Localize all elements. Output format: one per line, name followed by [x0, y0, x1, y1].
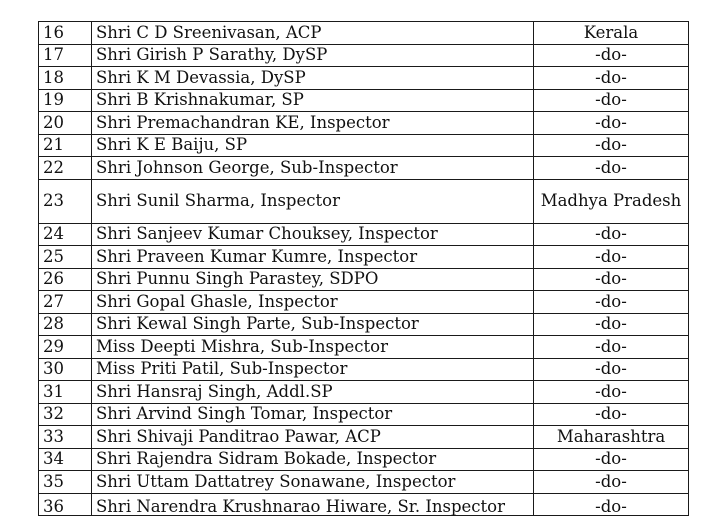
serial-number-cell: [39, 223, 92, 246]
state-cell: [534, 358, 689, 381]
officer-name-text: Shri Shivaji Panditrao Pawar, ACP: [96, 426, 381, 446]
table-row: [39, 44, 689, 67]
officer-name-cell: [92, 223, 534, 246]
serial-number-cell: [39, 134, 92, 157]
officer-name-text: Shri Johnson George, Sub-Inspector: [96, 157, 398, 177]
state-text: -do-: [595, 404, 627, 424]
serial-number-cell: [39, 157, 92, 180]
table-row: [39, 291, 689, 314]
state-cell: [534, 89, 689, 112]
state-cell: [534, 44, 689, 67]
state-text: -do-: [595, 381, 627, 401]
serial-number-cell: [39, 89, 92, 112]
officer-name-cell: [92, 426, 534, 449]
officer-name-text: Shri Gopal Ghasle, Inspector: [96, 291, 338, 311]
officer-name-cell: [92, 179, 534, 223]
serial-number-text: 18: [43, 67, 64, 87]
serial-number-text: 36: [43, 496, 64, 516]
serial-number-cell: [39, 336, 92, 359]
officer-name-text: Shri Kewal Singh Parte, Sub-Inspector: [96, 314, 419, 334]
table-row: [39, 157, 689, 180]
officer-name-cell: [92, 471, 534, 494]
table-row: [39, 134, 689, 157]
serial-number-cell: [39, 291, 92, 314]
table-row: [39, 112, 689, 135]
serial-number-cell: [39, 313, 92, 336]
state-text: -do-: [595, 45, 627, 65]
state-cell: [534, 426, 689, 449]
officer-name-cell: [92, 448, 534, 471]
officer-name-cell: [92, 358, 534, 381]
state-text: -do-: [595, 135, 627, 155]
state-cell: [534, 246, 689, 269]
serial-number-text: 17: [43, 45, 64, 65]
serial-number-cell: [39, 403, 92, 426]
serial-number-text: 22: [43, 157, 64, 177]
state-cell: [534, 67, 689, 90]
state-text: Maharashtra: [556, 426, 666, 446]
serial-number-cell: [39, 67, 92, 90]
officer-name-text: Shri Sanjeev Kumar Chouksey, Inspector: [96, 224, 438, 244]
state-cell: [534, 223, 689, 246]
state-cell: [534, 336, 689, 359]
officer-name-cell: [92, 134, 534, 157]
serial-number-cell: [39, 448, 92, 471]
table-row: [39, 22, 689, 45]
state-text: -do-: [595, 336, 627, 356]
serial-number-cell: [39, 358, 92, 381]
state-text: -do-: [595, 157, 627, 177]
serial-number-text: 20: [43, 112, 64, 132]
state-cell: [534, 22, 689, 45]
serial-number-cell: [39, 112, 92, 135]
officer-name-cell: [92, 112, 534, 135]
serial-number-text: 27: [43, 291, 64, 311]
table-row: [39, 223, 689, 246]
state-cell: [534, 134, 689, 157]
officer-name-cell: [92, 381, 534, 404]
serial-number-text: 23: [43, 191, 64, 210]
serial-number-text: 34: [43, 449, 64, 469]
officer-name-cell: [92, 89, 534, 112]
serial-number-text: 16: [43, 22, 64, 42]
table-row: [39, 246, 689, 269]
state-cell: [534, 268, 689, 291]
officer-name-text: Shri Punnu Singh Parastey, SDPO: [96, 269, 379, 289]
serial-number-text: 31: [43, 381, 64, 401]
state-cell: [534, 112, 689, 135]
serial-number-cell: [39, 426, 92, 449]
serial-number-text: 32: [43, 404, 64, 424]
officer-name-text: Miss Deepti Mishra, Sub-Inspector: [96, 336, 389, 356]
serial-number-cell: [39, 179, 92, 223]
state-cell: [534, 471, 689, 494]
officer-name-text: Shri Sunil Sharma, Inspector: [96, 191, 340, 210]
officer-name-cell: [92, 44, 534, 67]
serial-number-text: 28: [43, 314, 64, 334]
serial-number-cell: [39, 246, 92, 269]
state-cell: [534, 179, 689, 223]
officer-name-text: Shri Uttam Dattatrey Sonawane, Inspector: [96, 471, 456, 491]
officer-list-body: [39, 22, 689, 516]
table-row: [39, 493, 689, 515]
officer-name-cell: [92, 493, 534, 515]
state-cell: [534, 313, 689, 336]
serial-number-cell: [39, 471, 92, 494]
table-row: [39, 67, 689, 90]
officer-name-cell: [92, 157, 534, 180]
state-text: -do-: [595, 496, 627, 516]
table-row: [39, 179, 689, 223]
officer-name-text: Shri Arvind Singh Tomar, Inspector: [96, 404, 393, 424]
officer-name-cell: [92, 336, 534, 359]
serial-number-text: 25: [43, 246, 64, 266]
serial-number-cell: [39, 268, 92, 291]
table-row: [39, 358, 689, 381]
officer-name-cell: [92, 67, 534, 90]
officer-name-text: Shri Praveen Kumar Kumre, Inspector: [96, 246, 418, 266]
officer-name-text: Shri K M Devassia, DySP: [96, 67, 306, 87]
serial-number-cell: [39, 493, 92, 515]
state-text: -do-: [595, 471, 627, 491]
serial-number-text: 24: [43, 224, 64, 244]
officer-name-text: Shri K E Baiju, SP: [96, 135, 248, 155]
state-text: -do-: [595, 67, 627, 87]
officer-name-cell: [92, 22, 534, 45]
table-row: [39, 89, 689, 112]
table-row: [39, 313, 689, 336]
state-text: -do-: [595, 269, 627, 289]
serial-number-cell: [39, 22, 92, 45]
officer-name-text: Shri C D Sreenivasan, ACP: [96, 22, 322, 42]
officer-list-table: [38, 21, 689, 516]
table-row: [39, 403, 689, 426]
officer-name-text: Shri Girish P Sarathy, DySP: [96, 45, 328, 65]
table-row: [39, 268, 689, 291]
serial-number-text: 33: [43, 426, 64, 446]
officer-name-text: Miss Priti Patil, Sub-Inspector: [96, 359, 348, 379]
table-row: [39, 426, 689, 449]
state-text: -do-: [595, 112, 627, 132]
serial-number-text: 35: [43, 471, 64, 491]
state-text: -do-: [595, 291, 627, 311]
officer-name-text: Shri Premachandran KE, Inspector: [96, 112, 390, 132]
serial-number-text: 30: [43, 359, 64, 379]
serial-number-cell: [39, 381, 92, 404]
officer-name-cell: [92, 246, 534, 269]
officer-name-text: Shri B Krishnakumar, SP: [96, 90, 304, 110]
officer-name-cell: [92, 313, 534, 336]
table-row: [39, 448, 689, 471]
state-cell: [534, 381, 689, 404]
officer-name-cell: [92, 268, 534, 291]
table-row: [39, 336, 689, 359]
state-text: -do-: [595, 90, 627, 110]
state-text: -do-: [595, 224, 627, 244]
state-text: Madhya Pradesh: [540, 191, 682, 210]
officer-name-text: Shri Hansraj Singh, Addl.SP: [96, 381, 333, 401]
state-cell: [534, 157, 689, 180]
serial-number-cell: [39, 44, 92, 67]
state-cell: [534, 291, 689, 314]
serial-number-text: 21: [43, 135, 64, 155]
state-text: Kerala: [583, 22, 639, 42]
state-text: -do-: [595, 246, 627, 266]
state-cell: [534, 448, 689, 471]
table-row: [39, 381, 689, 404]
officer-name-cell: [92, 403, 534, 426]
officer-name-cell: [92, 291, 534, 314]
table-row: [39, 471, 689, 494]
officer-name-text: Shri Narendra Krushnarao Hiware, Sr. Inspector: [96, 496, 505, 516]
state-cell: [534, 403, 689, 426]
state-text: -do-: [595, 314, 627, 334]
officer-name-text: Shri Rajendra Sidram Bokade, Inspector: [96, 449, 437, 469]
state-text: -do-: [595, 449, 627, 469]
serial-number-text: 19: [43, 90, 64, 110]
state-cell: [534, 493, 689, 515]
serial-number-text: 26: [43, 269, 64, 289]
state-text: -do-: [595, 359, 627, 379]
serial-number-text: 29: [43, 336, 64, 356]
